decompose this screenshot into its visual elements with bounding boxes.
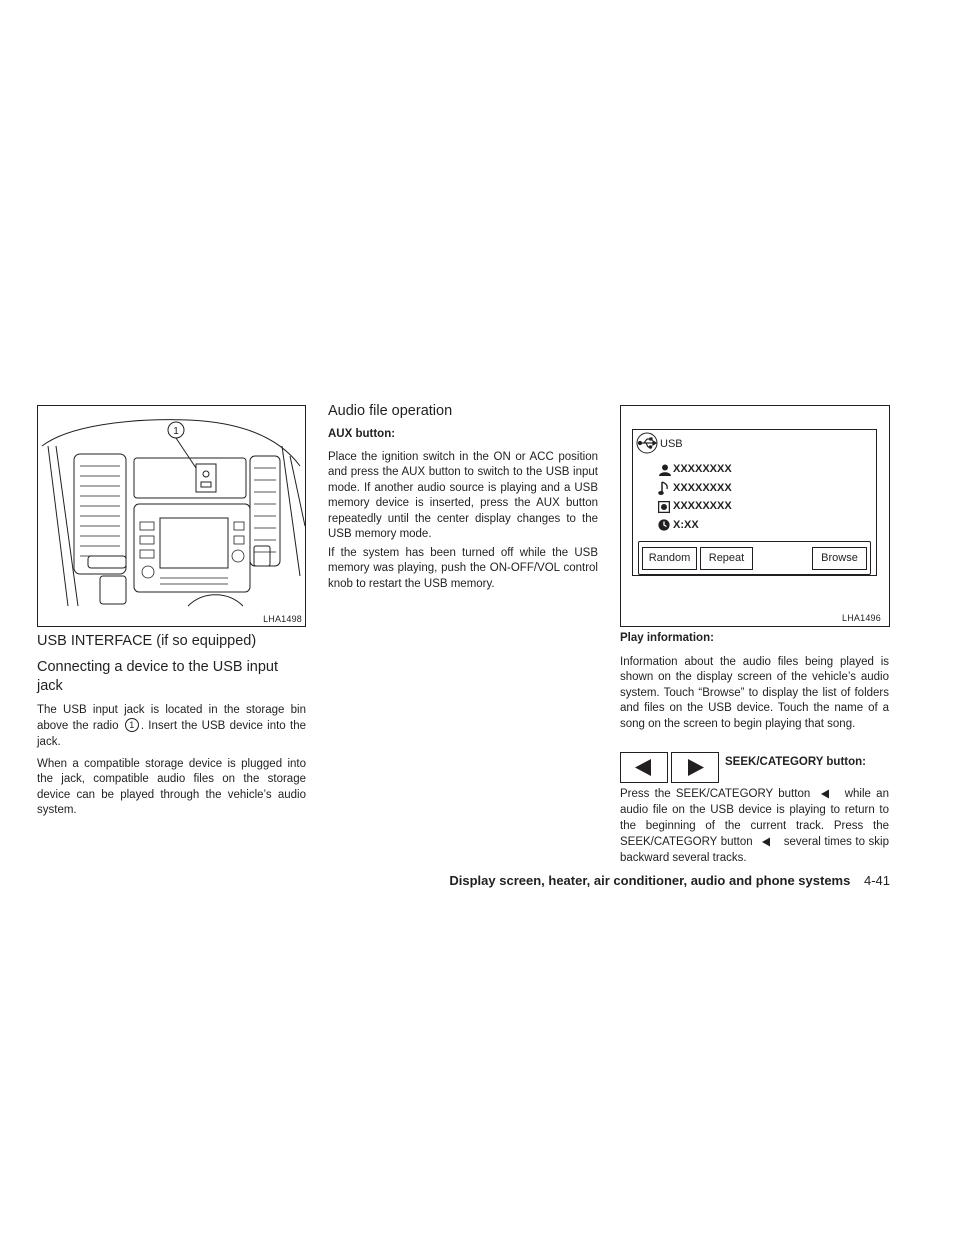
restart-paragraph: If the system has been turned off while the USB memory was playing, push the ON-OFF/VOL control knob to restart the USB memory. — [328, 547, 598, 590]
artist-icon — [659, 464, 671, 476]
figure-code: LHA1496 — [842, 613, 881, 623]
seek-paragraph — [620, 786, 889, 866]
source-label: USB — [660, 438, 683, 450]
seek-back-button[interactable] — [620, 752, 668, 783]
para-text: . Insert the USB device into the jack. — [37, 720, 306, 748]
album-value: XXXXXXXX — [673, 500, 732, 512]
section-title: USB INTERFACE (if so equipped) — [37, 633, 257, 649]
para-text: Press the SEEK/CATEGORY button — [620, 788, 811, 800]
album-icon — [658, 501, 670, 513]
aux-heading: AUX button: — [328, 428, 396, 440]
repeat-button[interactable]: Repeat — [700, 547, 753, 570]
compatible-device-paragraph: When a compatible storage device is plugged into the jack, compatible audio files on the storage device can be played through the vehicle’s audio system. — [37, 758, 306, 817]
figure-code: LHA1498 — [263, 614, 302, 624]
time-value: X:XX — [673, 519, 699, 531]
music-note-icon — [658, 481, 670, 496]
triangle-left-icon — [756, 837, 780, 847]
para-text: several times to skip backward several tracks. — [620, 836, 889, 864]
page-number: 4-41 — [863, 873, 890, 888]
random-button[interactable]: Random — [642, 547, 697, 570]
subsection-title-usb-jack: Connecting a device to the USB input jack — [37, 659, 279, 694]
dashboard-illustration — [37, 405, 306, 627]
usb-jack-paragraph — [37, 703, 306, 750]
subsection-title-audio-file: Audio file operation — [328, 403, 453, 419]
triangle-left-icon — [621, 753, 667, 782]
para-text: while an audio file on the USB device is playing to return to the beginning of the current track. Press the SEEK/CATEGORY button — [620, 788, 889, 848]
triangle-right-icon — [672, 753, 718, 782]
usb-icon — [636, 432, 658, 454]
footer-title: Display screen, heater, air conditioner, audio and phone systems — [449, 873, 851, 888]
aux-paragraph: Place the ignition switch in the ON or ACC position and press the AUX button to switch to the USB input mode. If another audio source is playing and a USB memory device is inserted, press the AUX button repeatedly until the center display changes to the USB memory mode. — [328, 451, 598, 541]
play-info-paragraph: Information about the audio files being played is shown on the display screen of the vehicle’s audio system. Touch “Browse” to display the list of folders and files on the USB device. Touch the name of a song on the screen to begin playing that song. — [620, 656, 889, 730]
triangle-left-icon — [815, 789, 839, 799]
page-footer — [449, 873, 890, 888]
callout-number: 1 — [173, 426, 179, 437]
song-value: XXXXXXXX — [673, 482, 732, 494]
browse-button[interactable]: Browse — [812, 547, 867, 570]
seek-category-heading: SEEK/CATEGORY button: — [725, 756, 866, 768]
dashboard-drawing — [38, 406, 305, 626]
play-info-heading: Play information: — [620, 632, 714, 644]
reference-number: 1 — [125, 718, 139, 732]
artist-value: XXXXXXXX — [673, 463, 732, 475]
para-text: The USB input jack is located in the storage bin above the radio — [37, 704, 306, 733]
seek-forward-button[interactable] — [671, 752, 719, 783]
clock-icon — [658, 519, 670, 531]
